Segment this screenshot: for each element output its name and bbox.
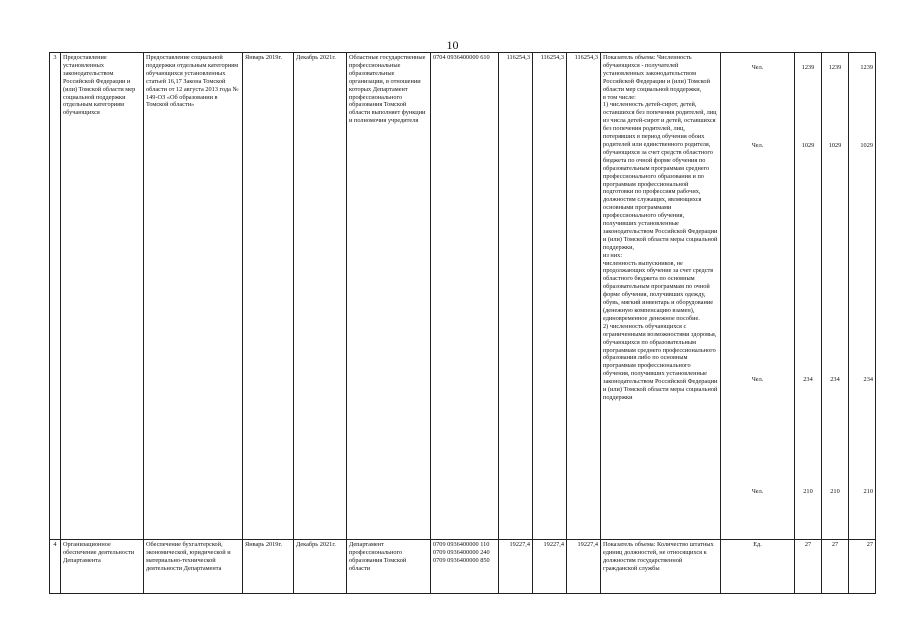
unit-cell <box>721 53 795 540</box>
value-year-3 <box>849 53 876 540</box>
indicator-value: 210 <box>830 488 840 495</box>
amount-year-3: 19227,4 <box>567 540 601 594</box>
value-year-2: 27 <box>822 540 849 594</box>
page-number: 10 <box>446 38 459 52</box>
indicator-value: 1029 <box>828 142 842 149</box>
indicator-text: 1) численность детей-сирот, детей, оставшихся без попечения родителей, лиц из числа детей-сирот и детей, оставшихся без попечения родителей, лиц, потерявших в период обучения обоих родителей или единственного родителя, обучающихся за счет средств областного бюджета по очной форме обучения по образовательным программам среднего профессионального образования и по программам профессиональной подготовки по профессиям рабочих, должностям служащих, являющихся основными программами профессионального обучения, получивших установленные законодательством Российской Федерации и (или) Томской области меры социальной поддержки, из них: <box>603 101 718 259</box>
indicator-value: 234 <box>830 376 840 383</box>
indicator-value: 234 <box>863 376 873 383</box>
indicator-text: 2) численность обучающихся с ограниченными возможностями здоровья, обучающихся по образовательным программам среднего профессионального образования либо по основным программам профессионального обучения, получивших установленные законодательством Российской Федерации и (или) Томской области меры социальной поддержки <box>603 322 718 401</box>
indicator-value: 210 <box>803 488 813 495</box>
end-date: Декабрь 2021г. <box>294 540 347 594</box>
value-year-1 <box>795 53 822 540</box>
table-row <box>50 540 876 594</box>
amount-year-1: 19227,4 <box>499 540 533 594</box>
value-year-1: 27 <box>795 540 822 594</box>
unit-value: Чел. <box>751 376 764 383</box>
indicator-cell <box>601 53 721 540</box>
event-description: Предоставление социальной поддержки отдельным категориям обучающихся установленных статьей 16,17 Закона Томской области от 12 августа 2013 года № 149-ОЗ «Об образовании в Томской области» <box>144 53 243 540</box>
event-name: Предоставление установленных законодательством Российской Федерации и (или) Томской области мер социальной поддержки отдельным категориям обучающихся <box>61 53 144 540</box>
indicator-value: 1239 <box>828 64 842 71</box>
indicator-text: Показатель объема: Количество штатных единиц должностей, не относящихся к должностям государственной гражданской службы <box>603 541 714 572</box>
value-year-3: 27 <box>849 540 876 594</box>
row-number: 3 <box>50 53 61 540</box>
table-row <box>50 53 876 540</box>
amount-year-3: 116254,3 <box>567 53 601 540</box>
amount-year-2: 116254,3 <box>533 53 567 540</box>
indicator-value: 234 <box>803 376 813 383</box>
budget-code: 0704 0936400000 610 <box>431 53 499 540</box>
executor: Областные государственные профессиональные образовательные организации, в отношении которых Департамент профессионального образования Томской области выполняет функции и полномочия учредителя <box>347 53 431 540</box>
event-name: Организационное обеспечение деятельности Департамента <box>61 540 144 594</box>
value-year-2 <box>822 53 849 540</box>
end-date: Декабрь 2021г. <box>294 53 347 540</box>
indicator-value: 210 <box>863 488 873 495</box>
start-date: Январь 2019г. <box>243 540 294 594</box>
start-date: Январь 2019г. <box>243 53 294 540</box>
indicator-value: 1239 <box>860 64 873 71</box>
unit-value: Чел. <box>751 488 764 495</box>
amount-year-1: 116254,3 <box>499 53 533 540</box>
unit-value: Чел. <box>751 64 764 71</box>
unit-value: Чел. <box>751 142 764 149</box>
indicator-cell <box>601 540 721 594</box>
indicator-text: Показатель объема: Численность обучающихся - получателей установленных законодательством Российской Федерации и (или) Томской области мер социальной поддержки, в том числе: <box>603 54 710 101</box>
executor: Департамент профессионального образования Томской области <box>347 540 431 594</box>
indicator-value: 1029 <box>860 142 873 149</box>
program-table <box>49 52 876 594</box>
row-number: 4 <box>50 540 61 594</box>
budget-code: 0709 0936400000 110 0709 0936400000 240 0709 0936400000 850 <box>431 540 499 594</box>
indicator-value: 1239 <box>801 64 815 71</box>
event-description: Обеспечение бухгалтерской, экономической, юридической и материально-технической деятельности Департамента <box>144 540 243 594</box>
indicator-value: 1029 <box>801 142 815 149</box>
indicator-text: численность выпускников, не продолжающих обучение за счет средств областного бюджета по основным образовательным программам по очной форме обучения, получивших одежду, обувь, мягкий инвентарь и оборудование (денежную компенсацию взамен), единовременное денежное пособие. <box>603 259 714 322</box>
unit-cell: Ед. <box>721 540 795 594</box>
amount-year-2: 19227,4 <box>533 540 567 594</box>
